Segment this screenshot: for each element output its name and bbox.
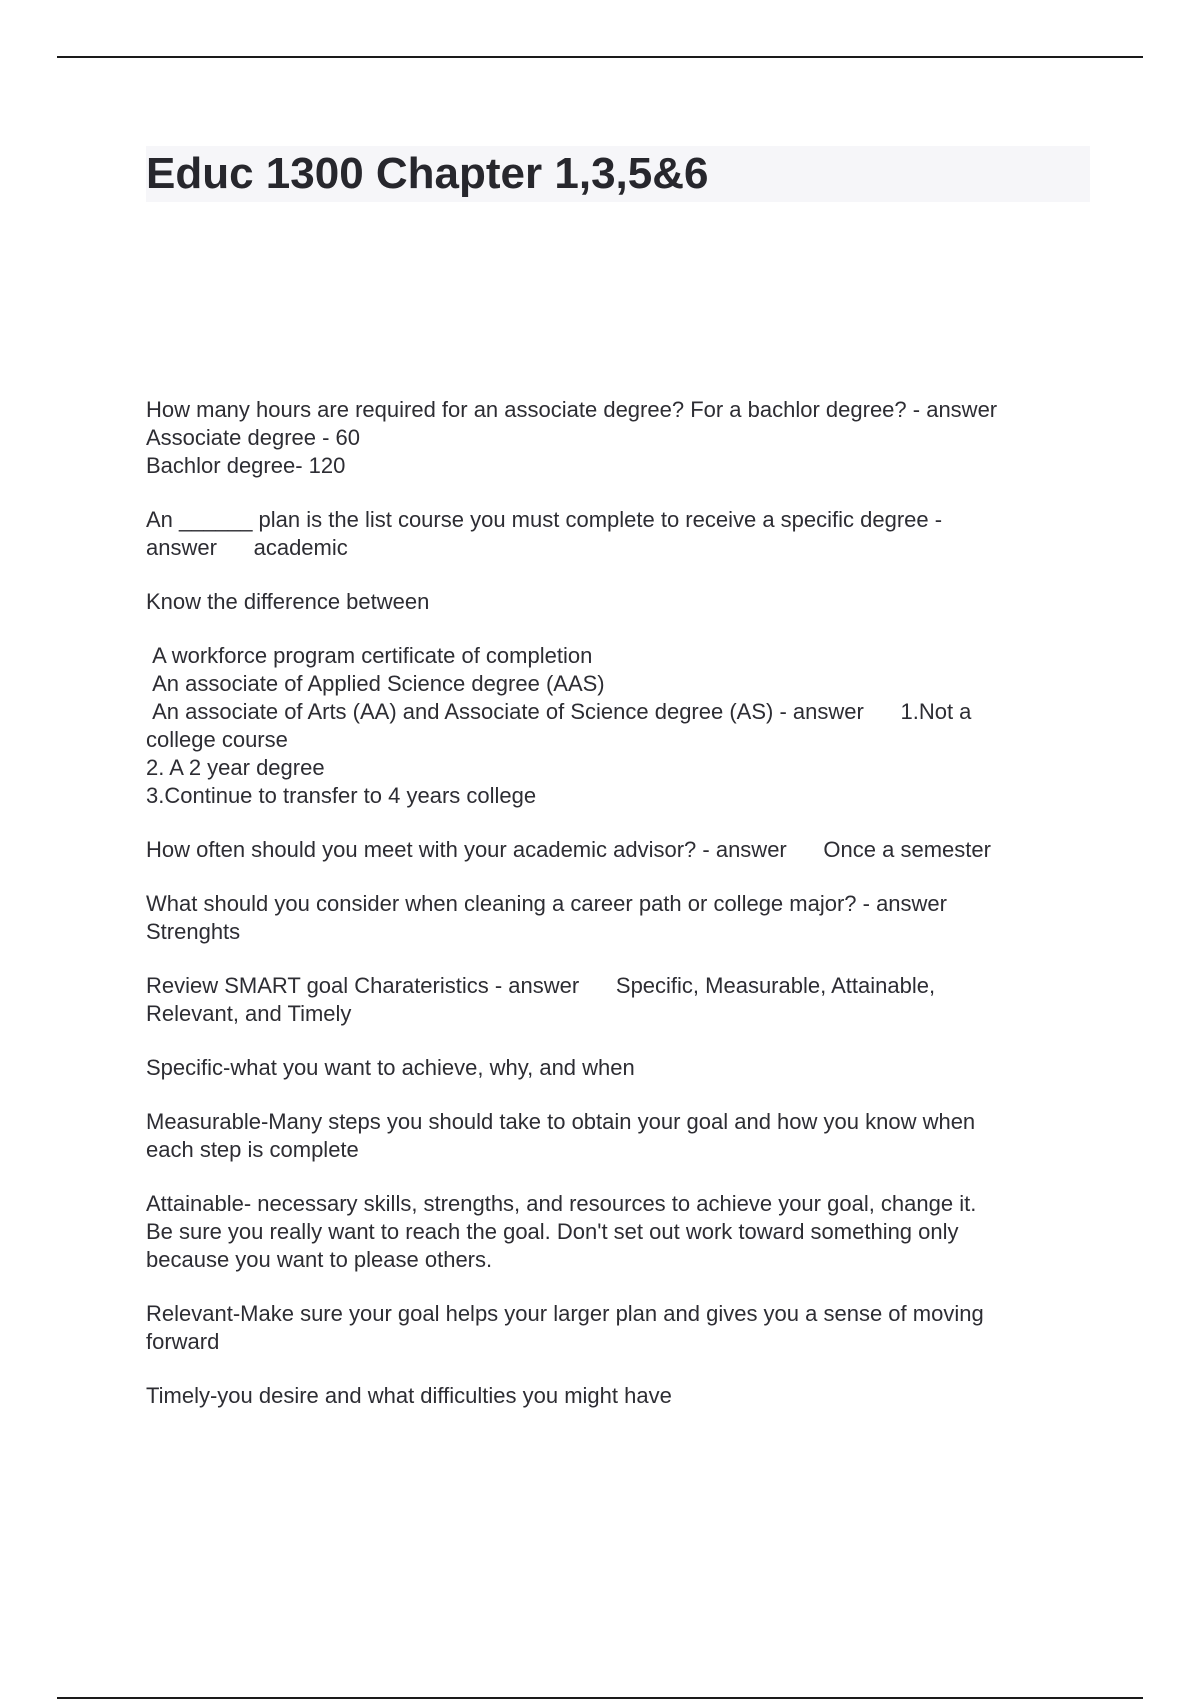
qa-block bbox=[146, 1108, 1096, 1164]
qa-block bbox=[146, 588, 1096, 616]
qa-block bbox=[146, 1190, 1096, 1274]
text-line: How often should you meet with your academic advisor? - answer Once a semester bbox=[146, 837, 991, 862]
text-line: Timely-you desire and what difficulties you might have bbox=[146, 1383, 672, 1408]
text-line: because you want to please others. bbox=[146, 1247, 493, 1272]
text-line: forward bbox=[146, 1329, 220, 1354]
text-line: A workforce program certificate of completion bbox=[146, 643, 593, 668]
text-line: 3.Continue to transfer to 4 years college bbox=[146, 783, 537, 808]
qa-block bbox=[146, 1054, 1096, 1082]
text-line: Strenghts bbox=[146, 919, 241, 944]
text-line: answer academic bbox=[146, 535, 348, 560]
qa-block bbox=[146, 1382, 1096, 1410]
qa-block bbox=[146, 1300, 1096, 1356]
document-body bbox=[146, 396, 1096, 1436]
bottom-divider bbox=[57, 1697, 1143, 1699]
text-line: Review SMART goal Charateristics - answer Specific, Measurable, Attainable, bbox=[146, 973, 936, 998]
text-line: Attainable- necessary skills, strengths, and resources to achieve your goal, change it. bbox=[146, 1191, 977, 1216]
text-line: An associate of Applied Science degree (AAS) bbox=[146, 671, 605, 696]
text-line: each step is complete bbox=[146, 1137, 359, 1162]
text-line: Relevant, and Timely bbox=[146, 1001, 352, 1026]
top-divider bbox=[57, 56, 1143, 58]
text-line: Associate degree - 60 bbox=[146, 425, 361, 450]
text-line: Relevant-Make sure your goal helps your larger plan and gives you a sense of moving bbox=[146, 1301, 984, 1326]
page-title: Educ 1300 Chapter 1,3,5&6 bbox=[146, 149, 709, 198]
text-line: Bachlor degree- 120 bbox=[146, 453, 346, 478]
qa-block bbox=[146, 836, 1096, 864]
text-line: An ______ plan is the list course you must complete to receive a specific degree - bbox=[146, 507, 943, 532]
qa-block bbox=[146, 890, 1096, 946]
qa-block bbox=[146, 396, 1096, 480]
text-line: How many hours are required for an associate degree? For a bachlor degree? - answer bbox=[146, 397, 998, 422]
qa-block bbox=[146, 506, 1096, 562]
text-line: Be sure you really want to reach the goal. Don't set out work toward something only bbox=[146, 1219, 959, 1244]
text-line: Know the difference between bbox=[146, 589, 430, 614]
text-line: An associate of Arts (AA) and Associate of Science degree (AS) - answer 1.Not a bbox=[146, 699, 972, 724]
text-line: college course bbox=[146, 727, 288, 752]
text-line: What should you consider when cleaning a career path or college major? - answer bbox=[146, 891, 947, 916]
text-line: 2. A 2 year degree bbox=[146, 755, 325, 780]
text-line: Specific-what you want to achieve, why, and when bbox=[146, 1055, 635, 1080]
qa-block bbox=[146, 642, 1096, 810]
qa-block bbox=[146, 972, 1096, 1028]
title-banner bbox=[146, 146, 1090, 202]
text-line: Measurable-Many steps you should take to obtain your goal and how you know when bbox=[146, 1109, 976, 1134]
